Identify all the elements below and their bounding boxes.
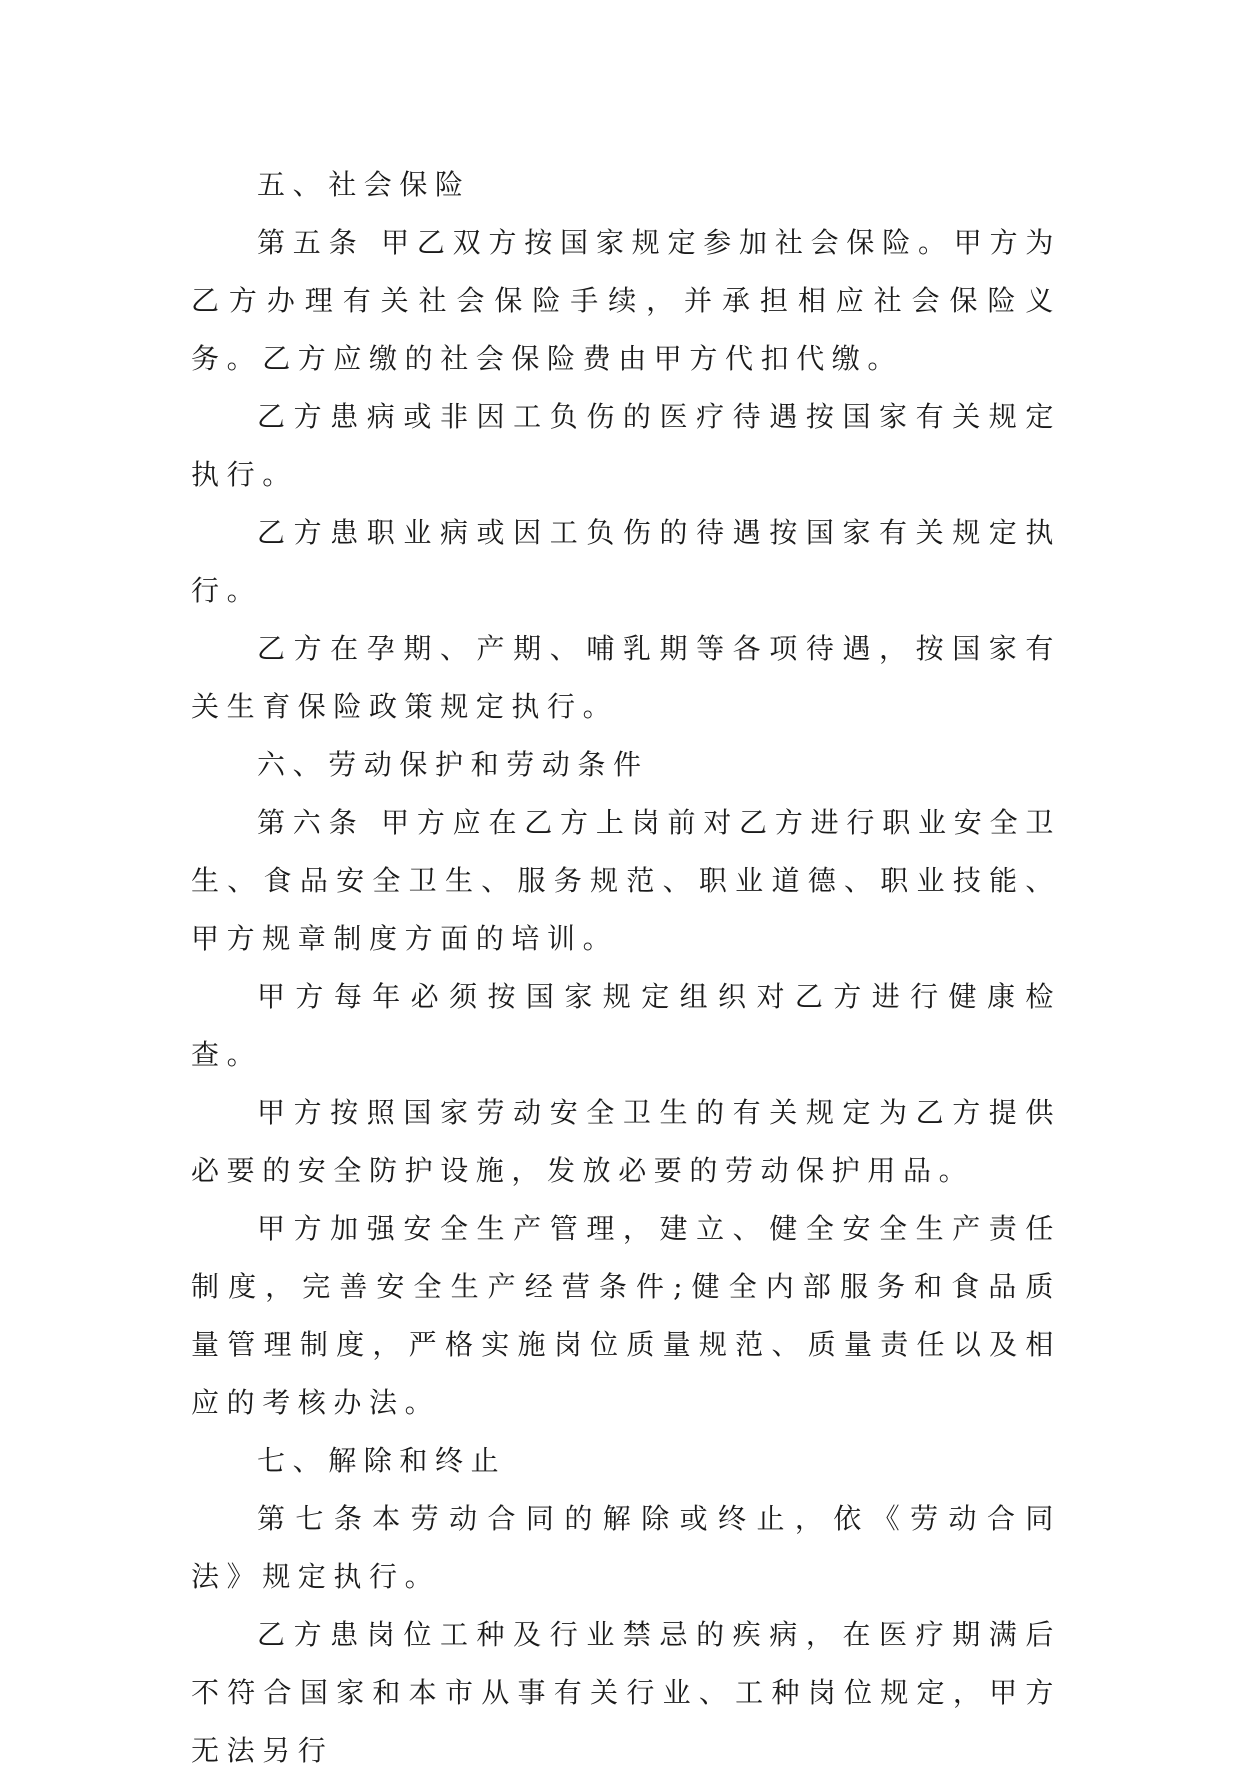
maternity-paragraph: 乙方在孕期、产期、哺乳期等各项待遇，按国家有关生育保险政策规定执行。	[191, 632, 1061, 723]
article-7-paragraph: 第七条本劳动合同的解除或终止，依《劳动合同法》规定执行。	[191, 1502, 1061, 1593]
section-heading-labor-protection: 六、劳动保护和劳动条件	[257, 748, 649, 781]
safety-management-paragraph: 甲方加强安全生产管理，建立、健全安全生产责任制度，完善安全生产经营条件;健全内部服务和食品质量管理制度，严格实施岗位质量规范、质量责任以及相应的考核办法。	[191, 1212, 1061, 1419]
illness-treatment-paragraph: 乙方患病或非因工负伤的医疗待遇按国家有关规定执行。	[191, 400, 1061, 491]
occupational-injury-paragraph: 乙方患职业病或因工负伤的待遇按国家有关规定执行。	[191, 516, 1061, 607]
section-heading-termination: 七、解除和终止	[257, 1444, 507, 1477]
article-6-paragraph: 第六条 甲方应在乙方上岗前对乙方进行职业安全卫生、食品安全卫生、服务规范、职业道德、职业技能、甲方规章制度方面的培训。	[191, 806, 1061, 955]
document-body	[191, 156, 1061, 1780]
article-5-paragraph: 第五条 甲乙双方按国家规定参加社会保险。甲方为乙方办理有关社会保险手续，并承担相应社会保险义务。乙方应缴的社会保险费由甲方代扣代缴。	[191, 226, 1061, 375]
health-check-paragraph: 甲方每年必须按国家规定组织对乙方进行健康检查。	[191, 980, 1061, 1071]
safety-facilities-paragraph: 甲方按照国家劳动安全卫生的有关规定为乙方提供必要的安全防护设施，发放必要的劳动保护用品。	[191, 1096, 1061, 1187]
section-heading-social-insurance: 五、社会保险	[257, 168, 471, 201]
occupational-disease-paragraph: 乙方患岗位工种及行业禁忌的疾病，在医疗期满后不符合国家和本市从事有关行业、工种岗位规定，甲方无法另行	[191, 1618, 1061, 1767]
